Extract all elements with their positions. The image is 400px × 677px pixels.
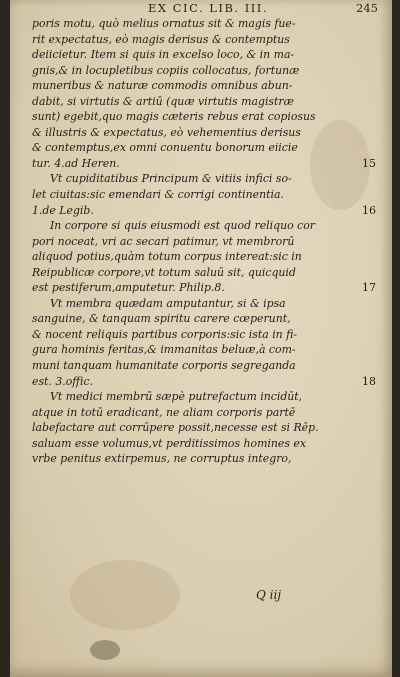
line-text: muni tanquam humanitate corporis segreganda <box>32 359 296 373</box>
entry-number: 15 <box>362 156 376 170</box>
line-text: Vt cupiditatibus Principum & vitiis infici so- <box>50 172 292 186</box>
text-line <box>32 342 372 358</box>
text-line <box>32 451 372 467</box>
line-text: muneribus & naturæ commodis omnibus abun- <box>32 79 293 93</box>
line-text: Reipublicæ corpore,vt totum saluū sit, quicquid <box>32 265 296 279</box>
line-text: let ciuitas:sic emendari & corrigi continentia. <box>32 188 284 202</box>
text-line <box>32 47 372 63</box>
text-line <box>32 32 372 48</box>
body-text <box>32 16 376 467</box>
text-line <box>32 311 372 327</box>
text-line <box>32 374 376 390</box>
line-text: & contemptus,ex omni conuentu bonorum eiicie <box>32 141 298 155</box>
text-line <box>32 125 372 141</box>
text-line <box>32 109 372 125</box>
line-text: 1.de Legib. <box>32 203 94 217</box>
text-line <box>32 140 372 156</box>
text-line <box>32 327 372 343</box>
text-line <box>32 265 372 281</box>
line-text: Vt medici membrū sæpè putrefactum incidūt, <box>50 390 303 404</box>
line-text: sunt) egebit,quo magis cæteris rebus erat copiosus <box>32 110 316 124</box>
line-text: pori noceat, vri ac secari patimur, vt membrorū <box>32 234 295 248</box>
line-text: Vt membra quædam amputantur, si & ipsa <box>50 296 286 310</box>
text-line <box>32 171 372 187</box>
paper-stain <box>90 640 120 660</box>
line-text: & illustris & expectatus, eò vehementius derisus <box>32 125 301 139</box>
text-line <box>32 156 376 172</box>
text-line <box>32 389 372 405</box>
entry-number: 18 <box>362 374 376 388</box>
entry-number: 17 <box>362 281 376 295</box>
text-line <box>32 420 372 436</box>
line-text: poris motu, quò melius ornatus sit & magis fue- <box>32 17 296 30</box>
paper-stain <box>70 560 180 630</box>
text-line <box>32 218 372 234</box>
text-line <box>32 94 372 110</box>
text-line <box>32 16 372 32</box>
page-number: 245 <box>356 1 378 15</box>
line-text: gura hominis feritas,& immanitas beluæ,à com- <box>32 343 296 357</box>
text-line <box>32 234 372 250</box>
line-text: labefactare aut corrūpere possit,necesse est si Rēp. <box>32 421 319 435</box>
line-text: & nocent reliquis partibus corporis:sic ista in fi- <box>32 327 298 341</box>
line-text: aliquod potius,quàm totum corpus intereat:sic in <box>32 250 302 264</box>
signature-mark: Q iij <box>256 588 282 602</box>
text-line <box>32 405 372 421</box>
text-line <box>32 78 372 94</box>
text-line <box>32 249 372 265</box>
line-text: sanguine, & tanquam spiritu carere cœperunt, <box>32 312 291 326</box>
text-line <box>32 63 372 79</box>
line-text: vrbe penitus extirpemus, ne corruptus integro, <box>32 452 292 466</box>
text-line <box>32 280 376 296</box>
line-text: dabit, si virtutis & artiū (quæ virtutis magistræ <box>32 94 294 108</box>
text-line <box>32 187 372 203</box>
line-text: In corpore si quis eiusmodi est quod reliquo cor <box>50 219 315 233</box>
text-line <box>32 203 376 219</box>
text-line <box>32 296 372 312</box>
entry-number: 16 <box>362 203 376 217</box>
line-text: deiicietur. Item si quis in excelso loco, & in ma- <box>32 48 295 62</box>
running-title: EX CIC. LIB. III. <box>148 1 269 15</box>
text-line <box>32 436 372 452</box>
line-text: est pestiferum,amputetur. Philip.8. <box>32 281 225 295</box>
line-text: saluam esse volumus,vt perditissimos homines ex <box>32 436 306 450</box>
book-page <box>10 0 392 677</box>
line-text: atque in totū eradicant, ne aliam corporis partē <box>32 405 296 419</box>
line-text: tur. 4.ad Heren. <box>32 156 120 170</box>
text-line <box>32 358 372 374</box>
line-text: est. 3.offic. <box>32 374 94 388</box>
line-text: gnis,& in locupletibus copiis collocatus, fortunæ <box>32 63 300 77</box>
line-text: rit expectatus, eò magis derisus & contemptus <box>32 32 290 46</box>
